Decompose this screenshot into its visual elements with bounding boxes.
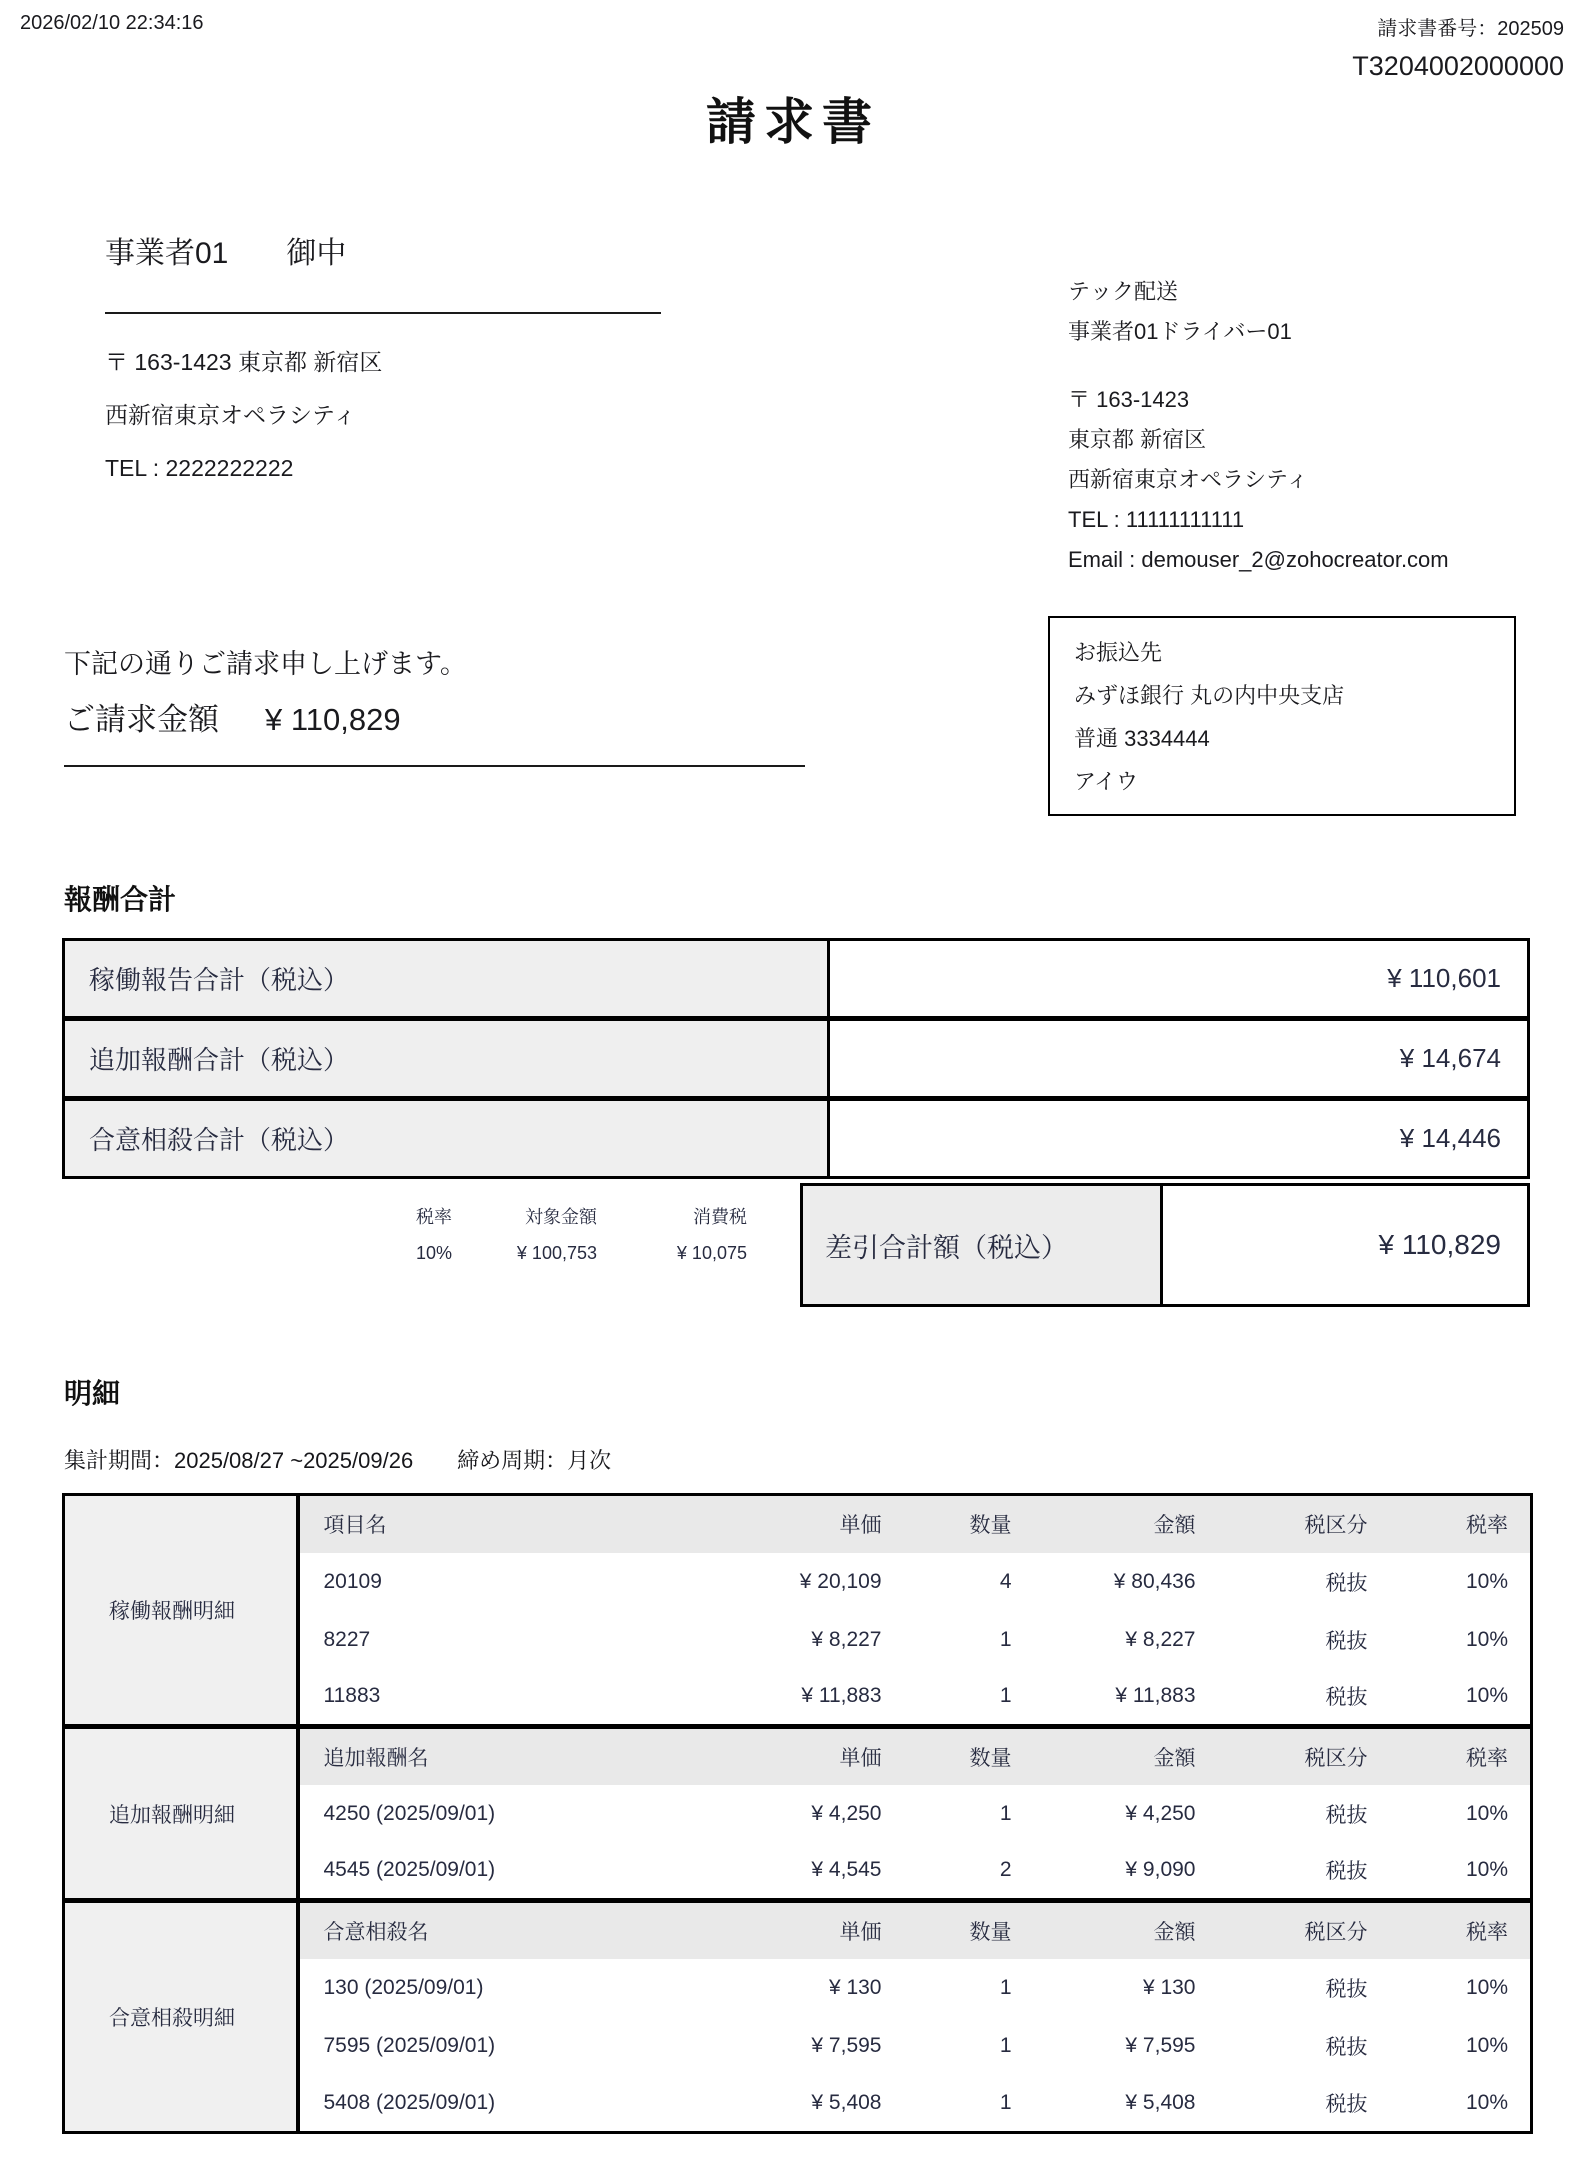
cell: 20109 <box>323 1569 382 1593</box>
recipient-tel: TEL : 2222222222 <box>105 454 294 481</box>
cell: 10% <box>1465 1627 1508 1651</box>
details-heading: 明細 <box>64 1378 121 1409</box>
issuer-street: 西新宿東京オペラシティ <box>1068 467 1309 493</box>
aggregation-period: 集計期間：2025/08/27 ~2025/09/26 締め周期：月次 <box>64 1448 612 1473</box>
details-section <box>62 1372 1530 2134</box>
cell: 税抜 <box>1325 1629 1368 1653</box>
cell: 11883 <box>323 1684 381 1708</box>
summary-footer-row <box>62 1183 1530 1313</box>
cell: ¥ 7,595 <box>1125 2033 1196 2057</box>
column-header: 単価 <box>702 1901 894 1959</box>
summary-section <box>62 878 1530 1313</box>
cell: 5408 (2025/09/01) <box>323 2090 496 2114</box>
cell: ¥ 4,250 <box>811 1801 882 1825</box>
cell: ¥ 8,227 <box>1125 1627 1196 1651</box>
bank-name: みずほ銀行 丸の内中央支店 <box>1074 682 1345 708</box>
cell: 10% <box>1465 1684 1508 1708</box>
cell: 10% <box>1465 2090 1508 2114</box>
cell: ¥ 130 <box>828 1975 882 1999</box>
table-row <box>64 940 1529 1019</box>
column-header: 税区分 <box>1208 1495 1380 1553</box>
summary-heading: 報酬合計 <box>64 884 177 915</box>
cell: 10% <box>1465 1569 1508 1593</box>
group-header-row <box>64 1727 1532 1785</box>
cell: 2 <box>999 1858 1012 1882</box>
issuer-postal: 〒 163-1423 <box>1068 387 1190 413</box>
recipient-address <box>105 336 661 495</box>
tax-amount-value: ¥ 10,075 <box>676 1243 747 1263</box>
cell: 10% <box>1465 1801 1508 1825</box>
summary-row-label: 追加報酬合計（税込） <box>64 1019 829 1099</box>
group-label: 稼働報酬明細 <box>64 1495 298 1727</box>
group-label: 追加報酬明細 <box>64 1727 298 1901</box>
invoice-number: 請求書番号：202509 <box>1377 18 1564 40</box>
tax-rate-column <box>357 1203 452 1264</box>
cell: ¥ 11,883 <box>1115 1684 1196 1708</box>
cell: ¥ 4,250 <box>1125 1801 1196 1825</box>
column-header: 税率 <box>1380 1495 1532 1553</box>
bank-account: 普通 3334444 <box>1074 725 1210 751</box>
billing-amount-label: ご請求金額 <box>64 702 219 737</box>
tax-base-header: 対象金額 <box>525 1207 597 1227</box>
grand-total-label: 差引合計額（税込） <box>803 1186 1163 1304</box>
recipient-honorific: 御中 <box>286 237 347 270</box>
summary-row-label: 稼働報告合計（税込） <box>64 940 829 1019</box>
issuer-block <box>1068 272 1449 580</box>
cell: 税抜 <box>1325 1860 1368 1884</box>
cell: 税抜 <box>1325 1686 1368 1710</box>
page-title: 請求書 <box>706 94 880 150</box>
summary-row-value: ¥ 14,446 <box>1399 1123 1501 1153</box>
cell: 10% <box>1465 1858 1508 1882</box>
tax-amount-column <box>597 1203 747 1264</box>
cell: ¥ 4,545 <box>811 1858 882 1882</box>
issuer-region: 東京都 新宿区 <box>1068 427 1207 453</box>
group-header-row <box>64 1495 1532 1553</box>
recipient-name-line <box>105 228 661 314</box>
issuer-spacer <box>1068 352 1449 380</box>
cell: 1 <box>999 1975 1012 1999</box>
column-header: 税率 <box>1380 1727 1532 1785</box>
column-header: 税区分 <box>1208 1727 1380 1785</box>
cell: ¥ 8,227 <box>811 1627 882 1651</box>
cell: 1 <box>999 2033 1012 2057</box>
cell: ¥ 11,883 <box>801 1684 882 1708</box>
cell: ¥ 5,408 <box>811 2090 882 2114</box>
cell: 4545 (2025/09/01) <box>323 1858 496 1882</box>
cell: 税抜 <box>1325 1977 1368 2001</box>
tax-base-column <box>452 1203 597 1264</box>
cell: 税抜 <box>1325 2035 1368 2059</box>
cell: 130 (2025/09/01) <box>323 1975 484 1999</box>
cell: 4 <box>999 1569 1012 1593</box>
billing-statement: 下記の通りご請求申し上げます。 <box>64 649 467 679</box>
cell: ¥ 80,436 <box>1113 1569 1196 1593</box>
cell: 税抜 <box>1325 1803 1368 1827</box>
column-header: 数量 <box>894 1727 1024 1785</box>
cell: 1 <box>999 2090 1012 2114</box>
column-header: 単価 <box>702 1495 894 1553</box>
cell: 税抜 <box>1325 1571 1368 1595</box>
column-header: 追加報酬名 <box>298 1727 702 1785</box>
cell: ¥ 9,090 <box>1125 1858 1196 1882</box>
issuer-company: テック配送 <box>1068 279 1179 304</box>
summary-table <box>62 938 1530 1179</box>
detail-group-1 <box>64 1727 1532 1901</box>
column-header: 金額 <box>1024 1901 1208 1959</box>
column-header: 項目名 <box>298 1495 702 1553</box>
invoice-meta <box>1352 12 1564 82</box>
summary-row-value: ¥ 110,601 <box>1387 963 1501 993</box>
cell: 税抜 <box>1325 2092 1368 2116</box>
cell: 10% <box>1465 1975 1508 1999</box>
grand-total-box <box>800 1183 1530 1307</box>
cell: 1 <box>999 1684 1012 1708</box>
cell: 1 <box>999 1627 1012 1651</box>
generated-timestamp: 2026/02/10 22:34:16 <box>20 12 204 34</box>
recipient-postal: 〒 163-1423 東京都 新宿区 <box>105 349 383 375</box>
cell: ¥ 130 <box>1142 1975 1196 1999</box>
cell: 8227 <box>323 1627 371 1651</box>
tax-amount-header: 消費税 <box>693 1207 747 1227</box>
recipient-name: 事業者01 <box>105 237 229 270</box>
column-header: 合意相殺名 <box>298 1901 702 1959</box>
tax-breakdown <box>357 1203 747 1264</box>
detail-group-0 <box>64 1495 1532 1727</box>
recipient-block <box>105 228 661 495</box>
bank-holder: アイウ <box>1074 768 1139 794</box>
bank-transfer-box <box>1048 616 1516 816</box>
group-header-row <box>64 1901 1532 1959</box>
issuer-tel: TEL : 11111111111 <box>1068 507 1245 533</box>
table-row <box>64 1099 1529 1178</box>
issuer-person: 事業者01ドライバー01 <box>1068 319 1292 345</box>
column-header: 金額 <box>1024 1495 1208 1553</box>
detail-group-2 <box>64 1901 1532 2133</box>
table-row <box>64 1019 1529 1099</box>
cell: ¥ 5,408 <box>1125 2090 1196 2114</box>
summary-row-label: 合意相殺合計（税込） <box>64 1099 829 1178</box>
registration-number: T3204002000000 <box>1352 51 1564 81</box>
column-header: 税率 <box>1380 1901 1532 1959</box>
grand-total-value: ¥ 110,829 <box>1378 1229 1501 1260</box>
recipient-street: 西新宿東京オペラシティ <box>105 401 357 428</box>
issuer-email: Email : demouser_2@zohocreator.com <box>1068 547 1449 573</box>
cell: 1 <box>999 1801 1012 1825</box>
tax-rate-header: 税率 <box>416 1207 452 1227</box>
billing-amount-line <box>64 694 805 767</box>
bank-box-title: お振込先 <box>1074 640 1163 665</box>
column-header: 数量 <box>894 1495 1024 1553</box>
column-header: 税区分 <box>1208 1901 1380 1959</box>
billing-amount-value: ¥ 110,829 <box>265 702 401 737</box>
tax-rate-value: 10% <box>415 1243 452 1263</box>
cell: ¥ 20,109 <box>799 1569 882 1593</box>
cell: ¥ 7,595 <box>811 2033 882 2057</box>
cell: 4250 (2025/09/01) <box>323 1801 496 1825</box>
column-header: 金額 <box>1024 1727 1208 1785</box>
column-header: 単価 <box>702 1727 894 1785</box>
summary-row-value: ¥ 14,674 <box>1399 1043 1501 1073</box>
cell: 7595 (2025/09/01) <box>323 2033 496 2057</box>
column-header: 数量 <box>894 1901 1024 1959</box>
details-table <box>62 1493 1533 2134</box>
cell: 10% <box>1465 2033 1508 2057</box>
tax-base-value: ¥ 100,753 <box>516 1243 597 1263</box>
group-label: 合意相殺明細 <box>64 1901 298 2133</box>
